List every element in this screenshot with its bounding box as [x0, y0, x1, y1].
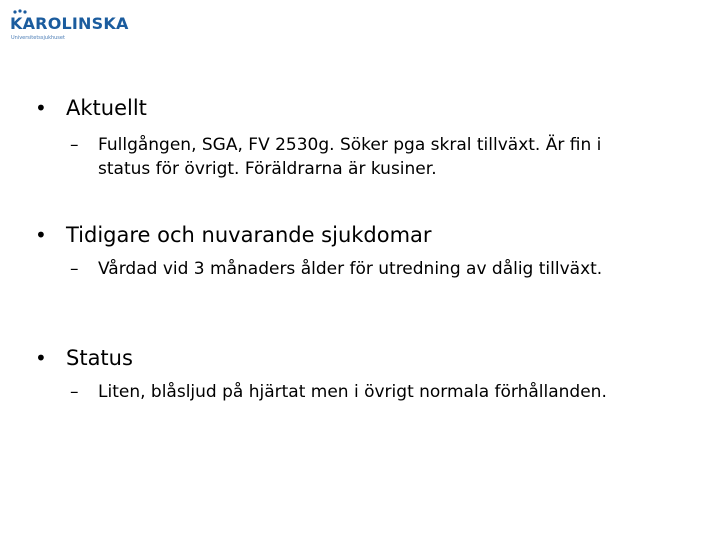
- dash: –: [70, 382, 79, 402]
- detail-text: Fullgången, SGA, FV 2530g. Söker pga skral tillväxt. Är fin i status för övrigt. Föräldrarna är kusiner.: [98, 135, 602, 179]
- dash: –: [70, 259, 79, 279]
- karolinska-logo: [10, 9, 140, 43]
- section-heading: Aktuellt: [66, 96, 147, 120]
- logo-wordmark: KAROLINSKA: [10, 14, 129, 33]
- bullet: •: [35, 96, 47, 120]
- detail-text: Liten, blåsljud på hjärtat men i övrigt normala förhållanden.: [98, 382, 607, 402]
- logo-tagline: Universitetssjukhuset: [11, 35, 65, 41]
- section-heading: Status: [66, 346, 133, 370]
- dash: –: [70, 135, 79, 155]
- section-heading: Tidigare och nuvarande sjukdomar: [66, 223, 432, 247]
- detail-text: Vårdad vid 3 månaders ålder för utredning av dålig tillväxt.: [98, 259, 603, 279]
- bullet: •: [35, 223, 47, 247]
- bullet: •: [35, 346, 47, 370]
